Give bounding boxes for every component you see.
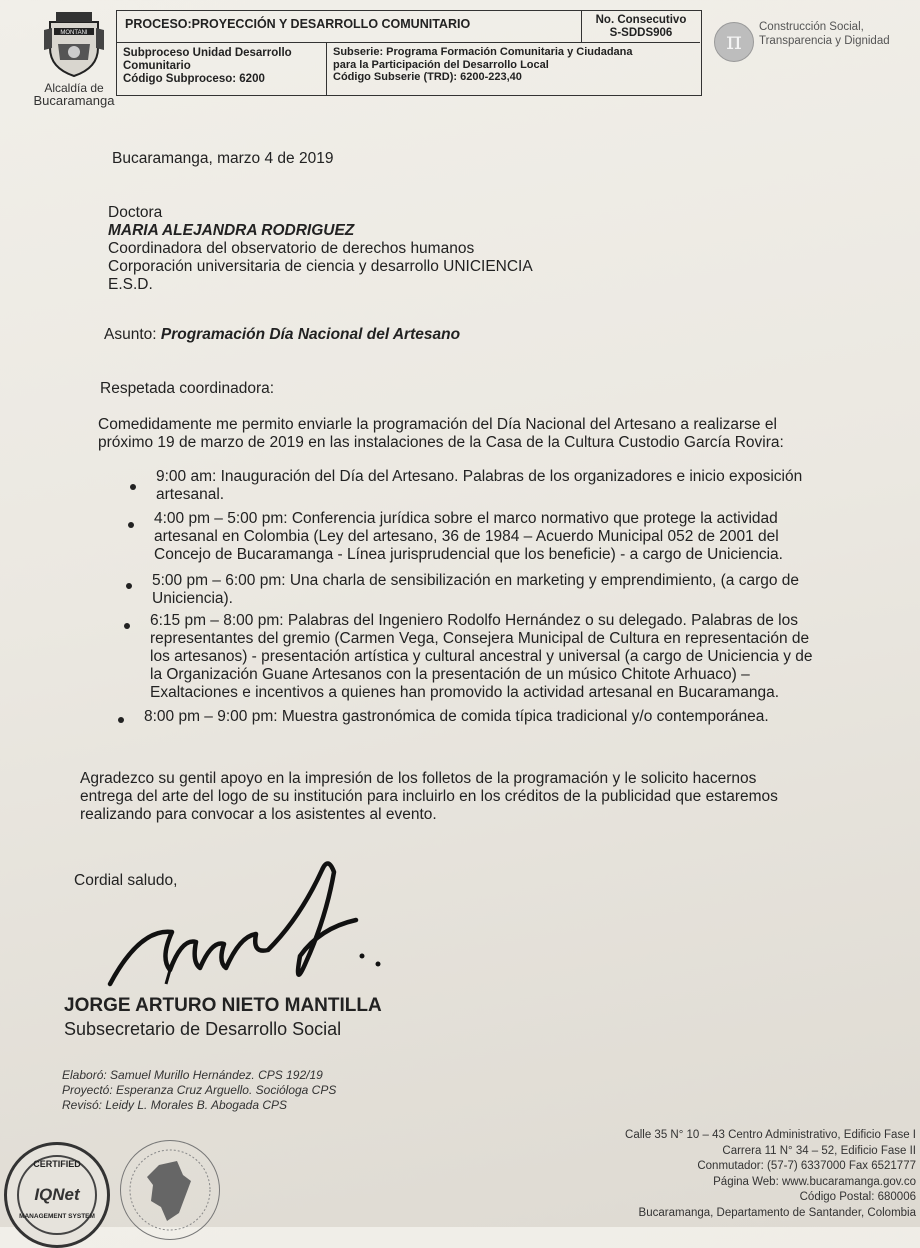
seal-mid-text: IQNet bbox=[34, 1185, 80, 1204]
subproceso-line1: Subproceso Unidad Desarrollo bbox=[123, 47, 292, 59]
signer-name: JORGE ARTURO NIETO MANTILLA bbox=[64, 995, 382, 1016]
seal-top-text: CERTIFIED bbox=[33, 1159, 81, 1169]
credit-elaboro: Elaboró: Samuel Murillo Hernández. CPS 192/19 bbox=[62, 1068, 323, 1082]
seal-bottom-text: MANAGEMENT SYSTEM bbox=[19, 1213, 95, 1220]
subserie-cell bbox=[327, 43, 700, 95]
shield-motto: MONTANI bbox=[60, 30, 88, 36]
place-date: Bucaramanga, marzo 4 de 2019 bbox=[112, 150, 334, 167]
consecutivo-cell bbox=[582, 11, 700, 43]
schedule-list bbox=[112, 468, 902, 730]
item-line: 5:00 pm – 6:00 pm: Una charla de sensibilización en marketing y emprendimiento, (a cargo de bbox=[152, 572, 800, 589]
address-line: Código Postal: 680006 bbox=[799, 1191, 916, 1203]
subproceso-code: Código Subproceso: 6200 bbox=[123, 73, 265, 85]
address-line: Bucaramanga, Departamento de Santander, Colombia bbox=[638, 1206, 916, 1219]
construccion-social-logo bbox=[714, 16, 904, 76]
bullet-icon bbox=[130, 484, 136, 490]
bullet-icon bbox=[128, 522, 134, 528]
footer-address bbox=[396, 1128, 916, 1221]
list-item bbox=[112, 708, 902, 726]
colombia-map-seal bbox=[120, 1140, 220, 1240]
address-line: Calle 35 N° 10 – 43 Centro Administrativo, Edificio Fase I bbox=[625, 1129, 916, 1141]
credit-proyecto: Proyectó: Esperanza Cruz Arguello. Socióloga CPS bbox=[62, 1083, 337, 1097]
logo-caption-line1: Alcaldía de bbox=[44, 81, 104, 95]
item-line: Exaltaciones e incentivos a quienes han promovido la actividad artesanal en Bucaramanga. bbox=[150, 684, 779, 701]
logo-caption-line2: Bucaramanga bbox=[33, 93, 115, 108]
item-line: 8:00 pm – 9:00 pm: Muestra gastronómica de comida típica tradicional y/o contemporánea. bbox=[144, 708, 769, 725]
subject-line bbox=[104, 326, 460, 344]
item-line: Uniciencia). bbox=[152, 590, 233, 607]
item-line: los artesanos) - presentación artística y cultural ancestral y universal (a cargo de Uniciencia y de bbox=[150, 648, 813, 665]
bullet-icon bbox=[124, 623, 130, 629]
intro-paragraph bbox=[98, 416, 884, 452]
intro-line1: Comedidamente me permito enviarle la programación del Día Nacional del Artesano a realizarse el bbox=[98, 416, 777, 433]
subject-text: Programación Día Nacional del Artesano bbox=[160, 326, 461, 343]
recipient-esd: E.S.D. bbox=[108, 276, 153, 293]
handwritten-signature bbox=[100, 858, 400, 998]
item-line: artesanal. bbox=[156, 486, 225, 503]
greeting: Respetada coordinadora: bbox=[100, 380, 275, 397]
bucaramanga-shield-icon bbox=[42, 8, 106, 78]
slogan bbox=[759, 20, 890, 48]
item-line: 4:00 pm – 5:00 pm: Conferencia jurídica sobre el marco normativo que protege la actividad bbox=[154, 510, 778, 527]
item-line: la Organización Guane Artesanos con la presentación de un músico Chitote Arhuaco) – bbox=[150, 666, 750, 683]
subserie-line2: para la Participación del Desarrollo Local bbox=[333, 58, 549, 71]
subproceso-line2: Comunitario bbox=[123, 60, 191, 72]
intro-line2: próximo 19 de marzo de 2019 en las instalaciones de la Casa de la Cultura Custodio García Rovira: bbox=[98, 434, 784, 451]
proceso-cell: PROCESO:PROYECCIÓN Y DESARROLLO COMUNITARIO bbox=[117, 11, 582, 43]
consecutivo-label: No. Consecutivo bbox=[595, 14, 687, 26]
recipient-name: MARIA ALEJANDRA RODRIGUEZ bbox=[108, 222, 355, 239]
iqnet-certification-seal bbox=[4, 1142, 110, 1248]
subproceso-cell bbox=[117, 43, 327, 95]
bullet-icon bbox=[118, 717, 124, 723]
recipient-role: Coordinadora del observatorio de derechos humanos bbox=[108, 240, 475, 257]
slogan-line2: Transparencia y Dignidad bbox=[759, 35, 890, 47]
credit-reviso: Revisó: Leidy L. Morales B. Abogada CPS bbox=[62, 1098, 288, 1112]
subject-label: Asunto: bbox=[104, 326, 157, 343]
recipient-org: Corporación universitaria de ciencia y desarrollo UNICIENCIA bbox=[108, 258, 533, 275]
pi-icon: π bbox=[714, 22, 754, 62]
closing-line3: realizando para convocar a los asistentes al evento. bbox=[80, 806, 437, 823]
item-line: 6:15 pm – 8:00 pm: Palabras del Ingeniero Rodolfo Hernández o su delegado. Palabras de los bbox=[150, 612, 798, 629]
recipient-title: Doctora bbox=[108, 204, 163, 221]
slogan-line1: Construcción Social, bbox=[759, 21, 864, 33]
closing-line2: entrega del arte del logo de su institución para incluirlo en los créditos de la publicidad que estaremos bbox=[80, 788, 778, 805]
signer-role: Subsecretario de Desarrollo Social bbox=[64, 1019, 342, 1039]
item-line: 9:00 am: Inauguración del Día del Artesano. Palabras de los organizadores e inicio exposición bbox=[156, 468, 803, 485]
address-line: Carrera 11 N° 34 – 52, Edificio Fase II bbox=[722, 1144, 916, 1157]
address-line: Página Web: www.bucaramanga.gov.co bbox=[713, 1175, 916, 1188]
list-item bbox=[112, 468, 902, 504]
item-line: artesanal en Colombia (Ley del artesano, 36 de 1984 – Acuerdo Municipal 052 de 2001 del bbox=[154, 528, 779, 545]
list-item bbox=[112, 510, 902, 564]
signer-block bbox=[64, 994, 382, 1040]
subserie-code: Código Subserie (TRD): 6200-223,40 bbox=[333, 71, 522, 83]
colombia-map-icon bbox=[121, 1141, 219, 1239]
alcaldia-logo bbox=[28, 8, 120, 107]
consecutivo-value: S-SDDS906 bbox=[609, 27, 673, 39]
list-item bbox=[112, 612, 902, 702]
salutation: Cordial saludo, bbox=[74, 872, 178, 889]
recipient-block bbox=[108, 204, 533, 294]
closing-line1: Agradezco su gentil apoyo en la impresión de los folletos de la programación y le solicito hacernos bbox=[80, 770, 757, 787]
address-line: Conmutador: (57-7) 6337000 Fax 6521777 bbox=[697, 1160, 916, 1172]
credits-block bbox=[62, 1068, 336, 1113]
list-item bbox=[112, 572, 902, 608]
document-header-table bbox=[116, 10, 702, 96]
closing-paragraph bbox=[80, 770, 900, 824]
subserie-line1: Subserie: Programa Formación Comunitaria y Ciudadana bbox=[333, 46, 633, 58]
item-line: representantes del gremio (Carmen Vega, Consejera Municipal de Cultura en representación de bbox=[150, 630, 810, 647]
bullet-icon bbox=[126, 583, 132, 589]
item-line: Concejo de Bucaramanga - Línea jurisprudencial que los beneficie) - a cargo de Uniciencia. bbox=[154, 546, 783, 563]
